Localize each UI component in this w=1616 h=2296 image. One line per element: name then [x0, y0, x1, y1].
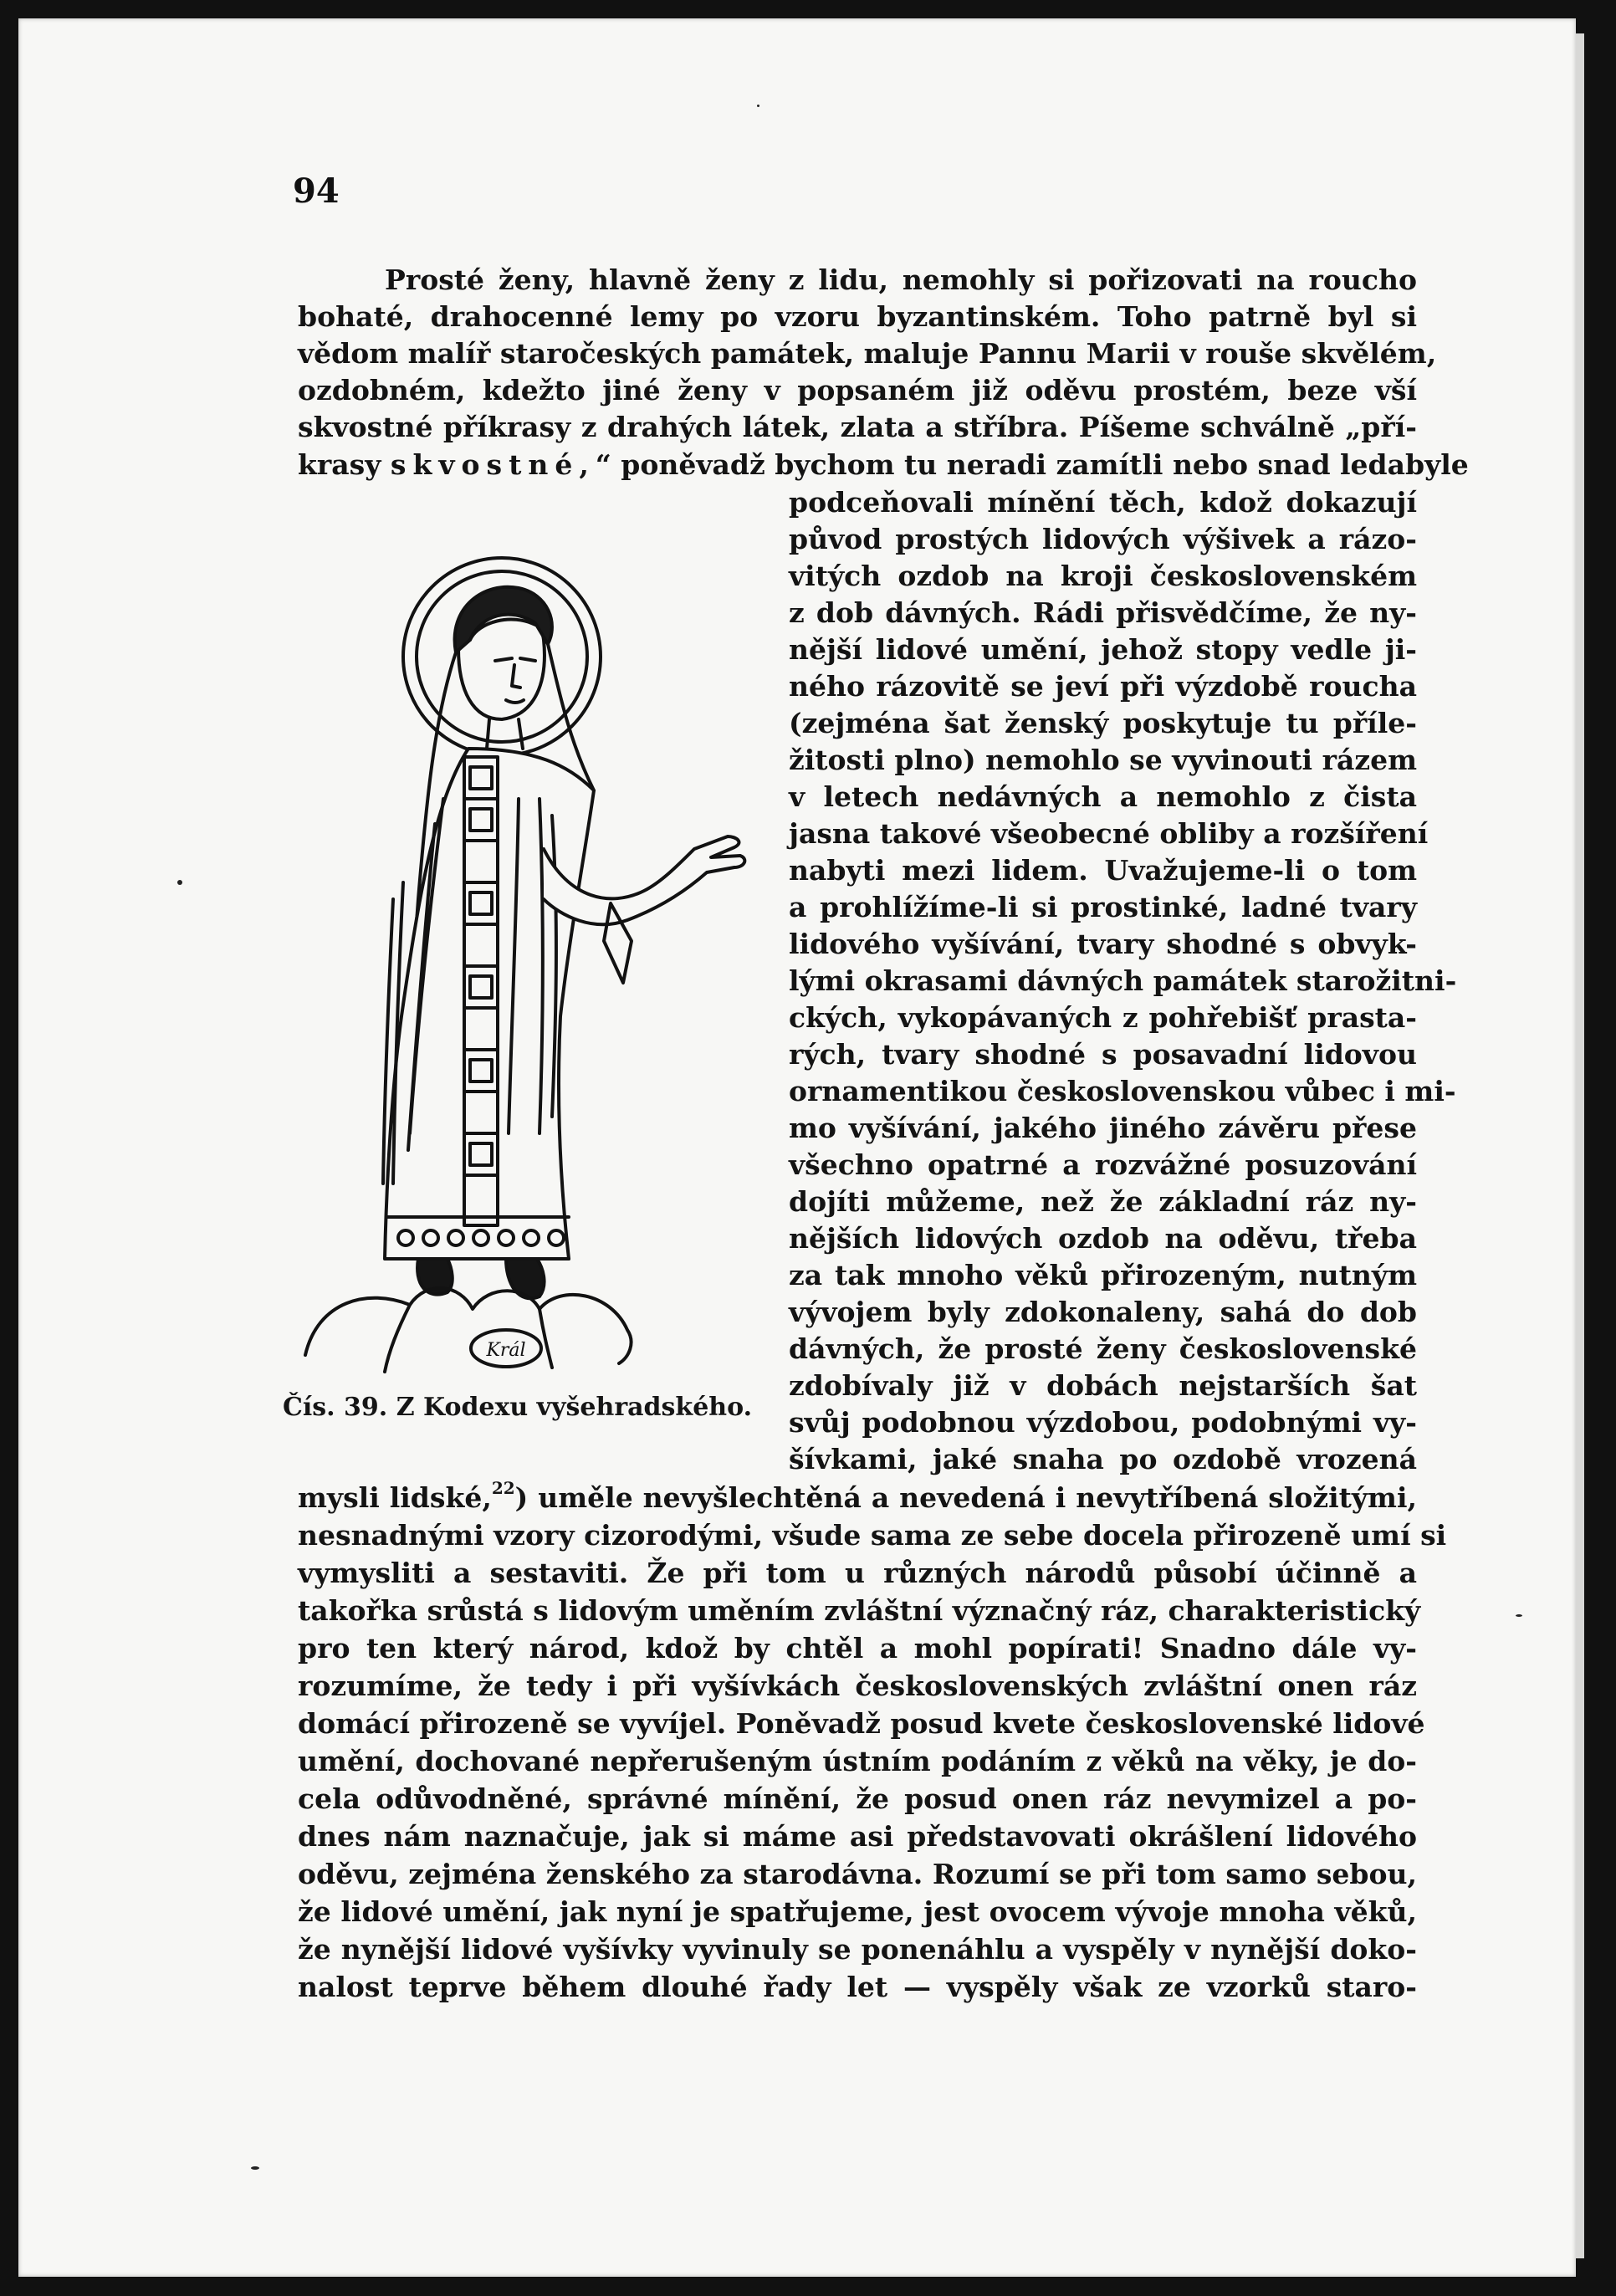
text-line: skvostné příkrasy z drahých látek, zlata a stříbra. Píšeme schválně „pří- — [298, 411, 1417, 443]
speck — [757, 105, 759, 107]
text-line: cela odůvodněné, správné mínění, že posud onen ráz nevymizel a po- — [298, 1782, 1417, 1815]
clouds — [305, 1288, 632, 1363]
text-line: dnes nám naznačuje, jak si máme asi představovati okrášlení lidového — [298, 1820, 1417, 1853]
column-line: z dob dávných. Rádi přisvědčíme, že ny- — [789, 596, 1417, 629]
column-line: za tak mnoho věků přirozeným, nutným — [789, 1259, 1417, 1291]
text-line: pro ten který národ, kdož by chtěl a mohl popírati! Snadno dále vy- — [298, 1632, 1417, 1664]
text-line: že nynější lidové vyšívky vyvinuly se ponenáhlu a vyspěly v nynější doko- — [298, 1933, 1417, 1966]
footnote-reference: 22 — [491, 1478, 515, 1498]
text-segment: krasy — [298, 448, 391, 481]
column-line: ornamentikou československou vůbec i mi- — [789, 1075, 1456, 1107]
text-line: bohaté, drahocenné lemy po vzoru byzantinském. Toho patrně byl si — [298, 300, 1417, 333]
column-line: zdobívaly již v dobách nejstarších šat — [789, 1369, 1417, 1402]
text-line: umění, dochované nepřerušeným ústním podáním z věků na věky, je do- — [298, 1745, 1417, 1777]
speck — [251, 2166, 259, 2170]
text-segment: ) uměle nevyšlechtěná a nevedená i nevytříbená složitými, — [514, 1481, 1417, 1514]
figure-caption: Čís. 39. Z Kodexu vyšehradského. — [283, 1393, 753, 1422]
column-line: v letech nedávných a nemohlo z čista — [789, 780, 1417, 813]
column-line: nabyti mezi lidem. Uvažujeme-li o tom — [789, 854, 1417, 887]
column-line: šívkami, jaké snaha po ozdobě vrozená — [789, 1443, 1417, 1475]
text-line: vědom malíř staročeských památek, maluje Pannu Marii v rouše skvělém, — [298, 337, 1437, 370]
text-line: nesnadnými vzory cizorodými, všude sama ze sebe docela přirozeně umí si — [298, 1519, 1447, 1552]
saint-illustration — [293, 548, 761, 1376]
column-line: lými okrasami dávných památek starožitni- — [789, 964, 1457, 997]
column-line: lidového vyšívání, tvary shodné s obvyk- — [789, 928, 1417, 960]
speck — [1516, 1614, 1522, 1617]
illustration-drawing — [293, 548, 761, 1376]
column-line: vitých ozdob na kroji československém — [789, 560, 1417, 592]
text-segment: mysli lidské, — [298, 1481, 492, 1514]
text-line: Prosté ženy, hlavně ženy z lidu, nemohly si pořizovati na roucho — [385, 263, 1417, 296]
speck — [177, 880, 182, 885]
column-line: nější lidové umění, jehož stopy vedle ji- — [789, 633, 1417, 666]
column-line: všechno opatrné a rozvážné posuzování — [789, 1148, 1417, 1181]
text-line-footnote — [298, 1479, 1417, 1517]
text-line: rozumíme, že tedy i při vyšívkách československých zvláštní onen ráz — [298, 1670, 1417, 1702]
page-number: 94 — [293, 171, 340, 211]
column-line: ckých, vykopávaných z pohřebišť prasta- — [789, 1001, 1417, 1034]
column-line: vývojem byly zdokonaleny, sahá do dob — [789, 1296, 1417, 1328]
column-line: dojíti můžeme, než že základní ráz ny- — [789, 1185, 1417, 1218]
mantle — [385, 749, 594, 1259]
text-line: domácí přirozeně se vyvíjel. Poněvadž posud kvete československé lidové — [298, 1707, 1425, 1740]
column-line: mo vyšívání, jakého jiného závěru přese — [789, 1112, 1417, 1144]
text-line: že lidové umění, jak nyní je spatřujeme, jest ovocem vývoje mnoha věků, — [298, 1895, 1417, 1928]
text-line: vymysliti a sestaviti. Že při tom u různých národů působí účinně a — [298, 1557, 1417, 1589]
artist-signature: Král — [486, 1340, 526, 1361]
column-line: podceňovali mínění těch, kdož dokazují — [789, 486, 1417, 519]
column-line: nějších lidových ozdob na oděvu, třeba — [789, 1222, 1417, 1255]
text-segment: “ poněvadž bychom tu neradi zamítli nebo snad ledabyle — [595, 448, 1469, 481]
column-line: původ prostých lidových výšivek a rázo- — [789, 523, 1417, 555]
text-line: oděvu, zejména ženského za starodávna. Rozumí se při tom samo sebou, — [298, 1858, 1417, 1890]
text-line-spaced — [298, 446, 1469, 484]
column-line: svůj podobnou výzdobou, podobnými vy- — [789, 1406, 1417, 1439]
column-line: dávných, že prosté ženy československé — [789, 1332, 1417, 1365]
text-line: nalost teprve během dlouhé řady let — vyspěly však ze vzorků staro- — [298, 1971, 1417, 2003]
page-edge — [1576, 33, 1584, 2258]
column-line: žitosti plno) nemohlo se vyvinouti rázem — [789, 744, 1417, 776]
column-line: (zejména šat ženský poskytuje tu příle- — [789, 707, 1417, 739]
neck — [487, 719, 523, 749]
emphasized-word: skvostné, — [390, 448, 596, 481]
column-line: jasna takové všeobecné obliby a rozšíření — [789, 817, 1429, 850]
text-line: takořka srůstá s lidovým uměním zvláštní význačný ráz, charakteristický — [298, 1594, 1421, 1627]
column-line: ného rázovitě se jeví při výzdobě roucha — [789, 670, 1417, 703]
column-line: rých, tvary shodné s posavadní lidovou — [789, 1038, 1417, 1071]
column-line: a prohlížíme-li si prostinké, ladné tvary — [789, 891, 1417, 923]
text-line: ozdobném, kdežto jiné ženy v popsaném již oděvu prostém, beze vší — [298, 374, 1417, 407]
